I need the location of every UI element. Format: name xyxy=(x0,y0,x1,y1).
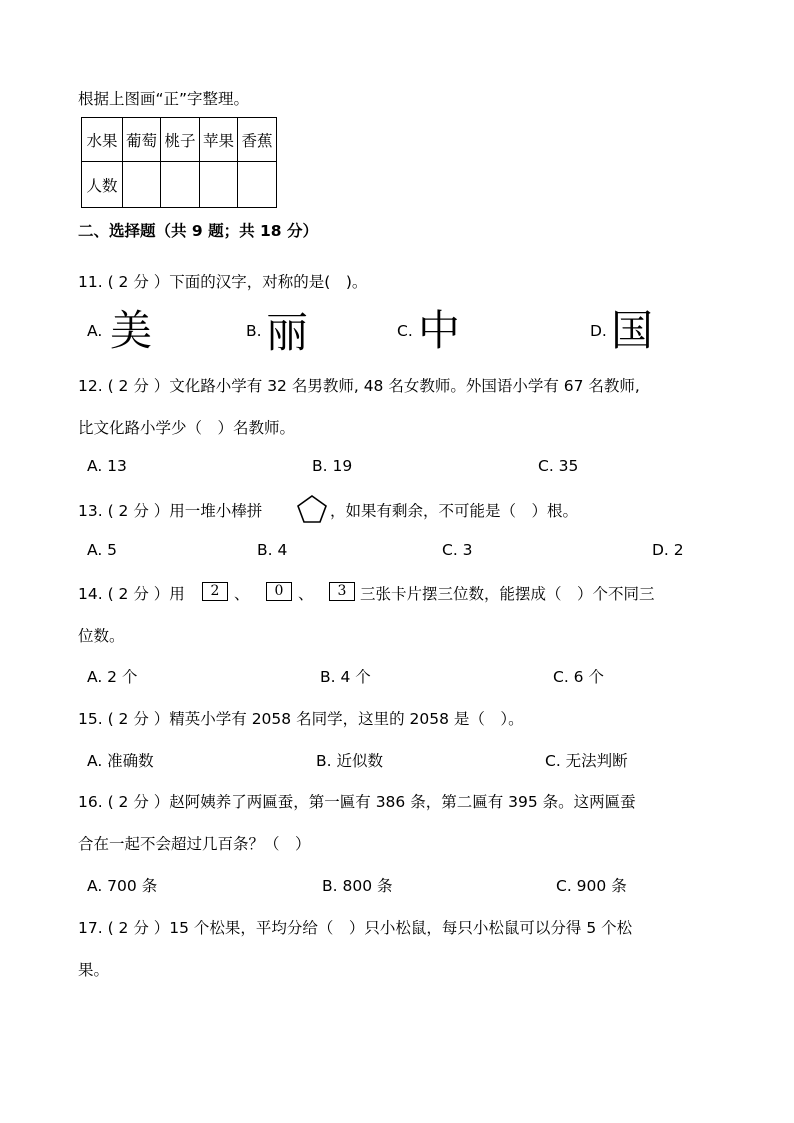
fruit-tally-table xyxy=(81,117,277,208)
question-16-line1: 16. ( 2 分 ）赵阿姨养了两匾蚕，第一匾有 386 条，第二匾有 395 条。这两匾蚕 xyxy=(78,793,636,811)
q11-option-c-char: 中 xyxy=(418,306,461,355)
question-12-line2: 比文化路小学少（ ）名教师。 xyxy=(78,419,296,437)
question-13-pre: 13. ( 2 分 ）用一堆小棒拼 xyxy=(78,502,263,520)
card-3: 3 xyxy=(329,582,355,601)
q11-option-d-char: 国 xyxy=(611,306,654,355)
table-cell: 香蕉 xyxy=(238,118,277,162)
table-cell: 水果 xyxy=(82,118,123,162)
question-14-line2: 位数。 xyxy=(78,627,125,645)
q14-option-c: C. 6 个 xyxy=(553,668,604,686)
question-17-line2: 果。 xyxy=(78,961,110,979)
question-15: 15. ( 2 分 ）精英小学有 2058 名同学，这里的 2058 是（ ）。 xyxy=(78,710,524,728)
q12-option-b: B. 19 xyxy=(312,457,353,475)
pentagon-icon xyxy=(296,494,328,524)
table-cell: 桃子 xyxy=(161,118,200,162)
card-2: 2 xyxy=(202,582,228,601)
q12-option-c: C. 35 xyxy=(538,457,579,475)
q13-option-d: D. 2 xyxy=(652,541,684,559)
q14-option-a: A. 2 个 xyxy=(87,668,138,686)
question-14-pre: 14. ( 2 分 ）用 xyxy=(78,585,185,603)
q11-option-a-char: 美 xyxy=(110,306,153,355)
q16-option-c: C. 900 条 xyxy=(556,877,627,895)
table-cell-empty[interactable] xyxy=(161,162,200,208)
q15-option-b: B. 近似数 xyxy=(316,752,383,770)
q13-option-b: B. 4 xyxy=(257,541,288,559)
q16-option-b: B. 800 条 xyxy=(322,877,393,895)
q11-option-d-label: D. xyxy=(590,322,607,340)
card-0: 0 xyxy=(266,582,292,601)
q16-option-a: A. 700 条 xyxy=(87,877,158,895)
table-cell-empty[interactable] xyxy=(123,162,161,208)
card-separator: 、 xyxy=(298,585,314,603)
card-separator: 、 xyxy=(234,585,250,603)
table-header-row xyxy=(82,118,277,162)
q12-option-a: A. 13 xyxy=(87,457,127,475)
question-16-line2: 合在一起不会超过几百条？（ ） xyxy=(78,835,311,853)
q11-option-a-label: A. xyxy=(87,322,103,340)
table-row xyxy=(82,162,277,208)
table-cell-empty[interactable] xyxy=(238,162,277,208)
question-11: 11. ( 2 分 ）下面的汉字，对称的是( )。 xyxy=(78,273,368,291)
table-cell: 苹果 xyxy=(200,118,238,162)
section-title: 二、选择题（共 9 题；共 18 分） xyxy=(78,222,318,240)
q13-option-a: A. 5 xyxy=(87,541,118,559)
q15-option-c: C. 无法判断 xyxy=(545,752,628,770)
q11-option-b-label: B. xyxy=(246,322,262,340)
q11-option-c-label: C. xyxy=(397,322,413,340)
q13-option-c: C. 3 xyxy=(442,541,473,559)
question-12-line1: 12. ( 2 分 ）文化路小学有 32 名男教师, 48 名女教师。外国语小学有 67 名教师, xyxy=(78,377,640,395)
q14-option-b: B. 4 个 xyxy=(320,668,371,686)
table-cell-empty[interactable] xyxy=(200,162,238,208)
question-17-line1: 17. ( 2 分 ）15 个松果，平均分给（ ）只小松鼠，每只小松鼠可以分得 5 个松 xyxy=(78,919,633,937)
q15-option-a: A. 准确数 xyxy=(87,752,154,770)
q11-option-b-char: 丽 xyxy=(266,308,309,357)
table-cell: 人数 xyxy=(82,162,123,208)
intro-text: 根据上图画“正”字整理。 xyxy=(78,90,250,108)
table-cell: 葡萄 xyxy=(123,118,161,162)
question-13-post: ，如果有剩余，不可能是（ ）根。 xyxy=(330,502,579,520)
question-14-post: 三张卡片摆三位数，能摆成（ ）个不同三 xyxy=(360,585,655,603)
